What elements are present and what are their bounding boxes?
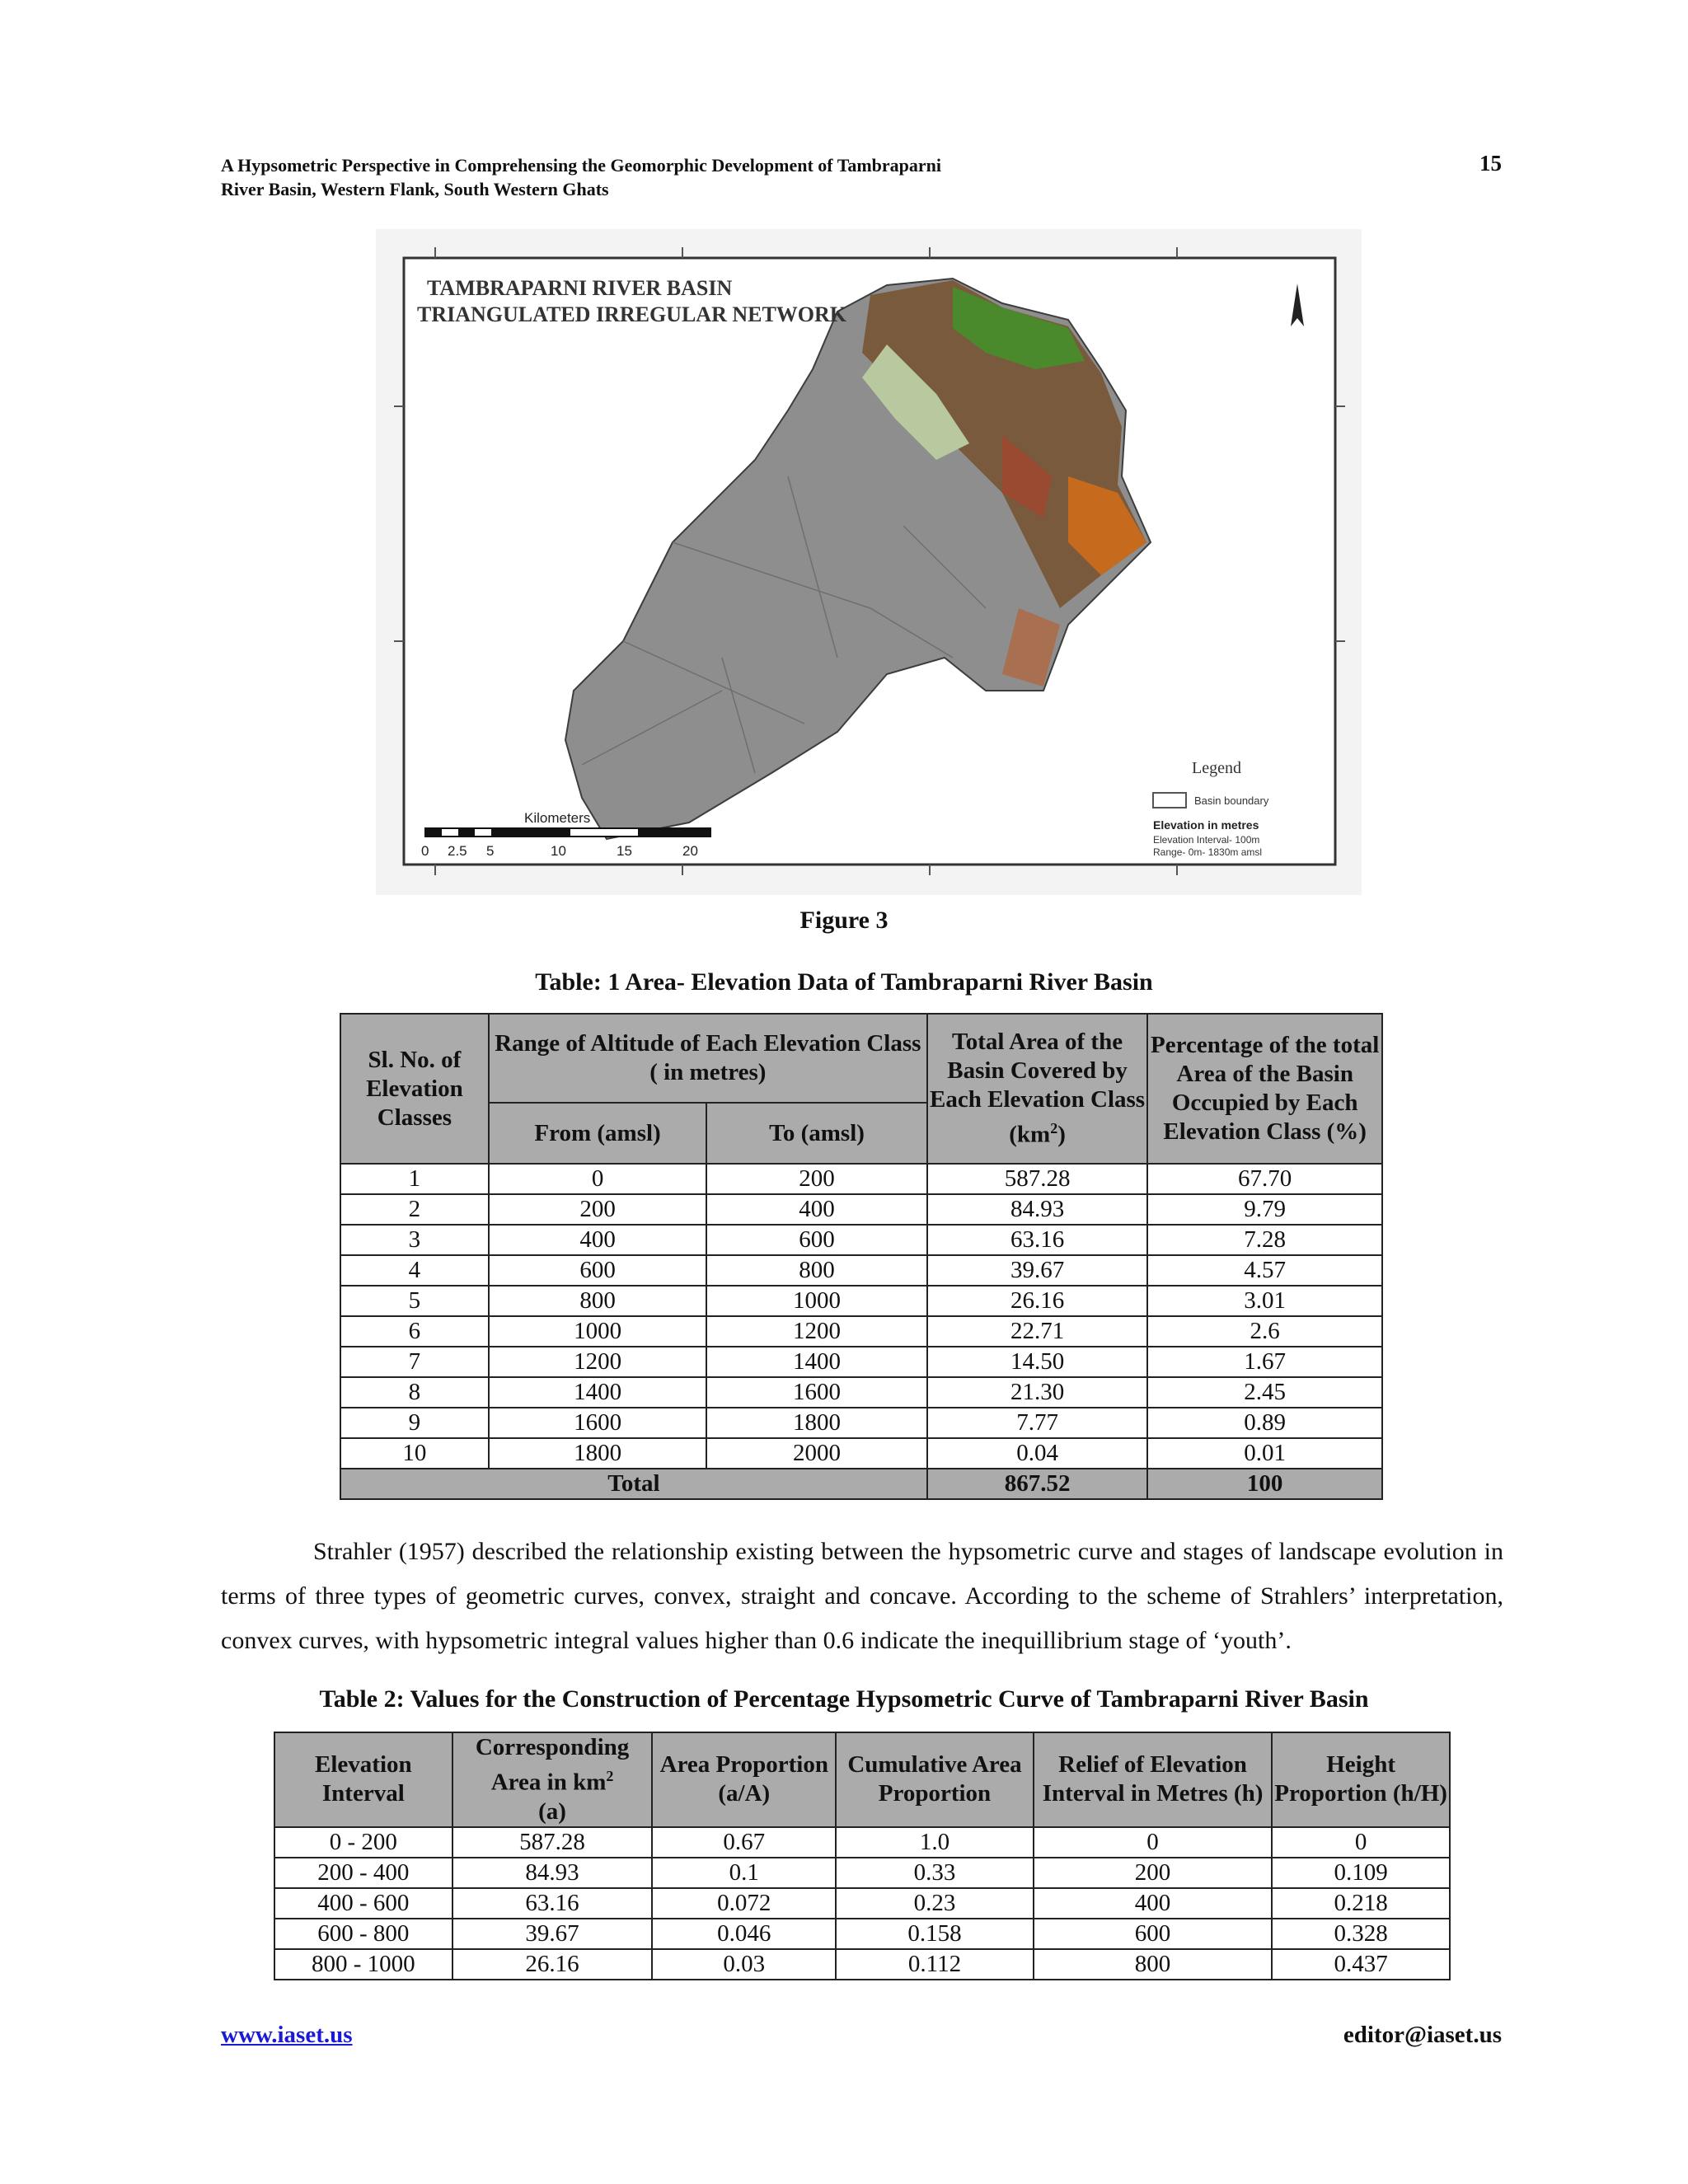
table1-header-area-text: Total Area of the Basin Covered by Each Elevation Class [930,1029,1146,1113]
table-cell: 1600 [489,1408,706,1438]
table-cell: 587.28 [452,1827,653,1858]
table2-header-area-sub: (a) [538,1797,566,1825]
table1-total-percentage: 100 [1147,1469,1382,1499]
table1-row [340,1286,1382,1316]
table-cell: 0.158 [836,1919,1034,1949]
table1-row [340,1164,1382,1194]
table-cell: 0.03 [652,1949,836,1980]
figure-map [376,229,1362,895]
table1-header-sl: Sl. No. of Elevation Classes [340,1014,489,1164]
table-cell: 0 [1034,1827,1272,1858]
table1-row [340,1316,1382,1347]
table-cell: 200 [489,1194,706,1225]
table-cell: 26.16 [452,1949,653,1980]
table-cell: 63.16 [452,1888,653,1919]
table-cell: 7 [340,1347,489,1377]
footer-website-link[interactable]: www.iaset.us [221,2022,353,2048]
table-cell: 0.046 [652,1919,836,1949]
table-cell: 1200 [489,1347,706,1377]
footer-email[interactable]: editor@iaset.us [1343,2022,1502,2048]
table1-header-area-unit: (km [1009,1121,1051,1148]
table1-header-area: Total Area of the Basin Covered by Each Elevation Class $(km^2)$ [927,1014,1148,1164]
table2 [274,1732,1451,1980]
table1-row [340,1408,1382,1438]
table-cell: 0.04 [927,1438,1148,1469]
figure-caption: Figure 3 [799,907,889,934]
table-cell: 400 [489,1225,706,1255]
table-cell: 7.28 [1147,1225,1382,1255]
table2-header-area-text: Corresponding Area in km [475,1734,630,1796]
table-cell: 3 [340,1225,489,1255]
table1-header-from: From (amsl) [489,1103,706,1164]
table-cell: 400 [1034,1888,1272,1919]
table-cell: 26.16 [927,1286,1148,1316]
scale-tick: 10 [551,843,566,859]
table1-header-row [340,1014,1382,1103]
table-cell: 1400 [706,1347,926,1377]
table-cell: 1200 [706,1316,926,1347]
table2-header-height: Height Proportion (h/H) [1272,1732,1450,1827]
running-header [221,153,1523,201]
header-title-line2: River Basin, Western Flank, South Western Ghats [221,179,609,199]
table-cell: 0.437 [1272,1949,1450,1980]
legend-interval: Elevation Interval- 100m [1153,834,1260,846]
table-cell: 4.57 [1147,1255,1382,1286]
table1-total-row [340,1469,1382,1499]
table-cell: 39.67 [452,1919,653,1949]
table-cell: 67.70 [1147,1164,1382,1194]
body-paragraph: Strahler (1957) described the relationship existing between the hypsometric curve and stages of landscape evolution in terms of three types of geometric curves, convex, straight and concave. According to the scheme of Strahlers’ interpretation, convex curves, with hypsometric integral values higher than 0.6 indicate the inequillibrium stage of ‘youth’. [221,1538,1503,1654]
table2-header-interval: Elevation Interval [274,1732,452,1827]
table1-caption: Table: 1 Area- Elevation Data of Tambraparni River Basin [535,968,1153,996]
table-cell: 0.01 [1147,1438,1382,1469]
table-cell: 0 - 200 [274,1827,452,1858]
table-cell: 6 [340,1316,489,1347]
table-cell: 2000 [706,1438,926,1469]
table-cell: 8 [340,1377,489,1408]
table-cell: 0.67 [652,1827,836,1858]
table-cell: 5 [340,1286,489,1316]
table1-header-range: Range of Altitude of Each Elevation Class ( in metres) [489,1014,927,1103]
legend-elevation-title: Elevation in metres [1153,818,1259,832]
table1-row [340,1438,1382,1469]
table1-header-percentage: Percentage of the total Area of the Basin Occupied by Each Elevation Class (%) [1147,1014,1382,1164]
table1-row [340,1225,1382,1255]
table-cell: 800 [1034,1949,1272,1980]
table-cell: 200 [1034,1858,1272,1888]
scale-tick: 0 [421,843,429,859]
scale-label: Kilometers [524,810,591,826]
scale-tick: 2.5 [448,843,467,859]
table-cell: 84.93 [927,1194,1148,1225]
table-cell: 0.109 [1272,1858,1450,1888]
table-cell: 9.79 [1147,1194,1382,1225]
table-cell: 0 [1272,1827,1450,1858]
table-cell: 63.16 [927,1225,1148,1255]
table2-header-area: Corresponding Area in $km^2$ (a) [452,1732,653,1827]
table1-row [340,1377,1382,1408]
table-cell: 0 [489,1164,706,1194]
table-cell: 600 [706,1225,926,1255]
table1 [340,1013,1383,1500]
table-cell: 0.89 [1147,1408,1382,1438]
map-graphic [376,229,1362,895]
table-cell: 84.93 [452,1858,653,1888]
table-cell: 1800 [706,1408,926,1438]
table-cell: 39.67 [927,1255,1148,1286]
table-cell: 600 [489,1255,706,1286]
table2-header-row [274,1732,1450,1827]
table1-total-area: 867.52 [927,1469,1148,1499]
table-cell: 1.0 [836,1827,1034,1858]
table-cell: 1000 [489,1316,706,1347]
table2-row [274,1827,1450,1858]
table2-row [274,1888,1450,1919]
table1-row [340,1194,1382,1225]
table1-row [340,1347,1382,1377]
table-cell: 1600 [706,1377,926,1408]
table2-header-cumulative: Cumulative Area Proportion [836,1732,1034,1827]
table-cell: 0.33 [836,1858,1034,1888]
table-cell: 600 [1034,1919,1272,1949]
table2-caption: Table 2: Values for the Construction of Percentage Hypsometric Curve of Tambraparni River Basin [319,1685,1369,1713]
table-cell: 400 [706,1194,926,1225]
map-title-line2: TRIANGULATED IRREGULAR NETWORK [417,302,847,326]
table1-total-label: Total [340,1469,927,1499]
table-cell: 1800 [489,1438,706,1469]
table-cell: 800 [706,1255,926,1286]
table-cell: 0.23 [836,1888,1034,1919]
table-cell: 0.072 [652,1888,836,1919]
legend-boundary: Basin boundary [1194,794,1269,807]
table-cell: 22.71 [927,1316,1148,1347]
scale-tick: 20 [682,843,698,859]
scale-tick: 15 [617,843,632,859]
table-cell: 1000 [706,1286,926,1316]
legend-title: Legend [1192,759,1241,777]
table-cell: 600 - 800 [274,1919,452,1949]
table-cell: 200 [706,1164,926,1194]
table-cell: 800 - 1000 [274,1949,452,1980]
table-cell: 9 [340,1408,489,1438]
legend-range: Range- 0m- 1830m amsl [1153,846,1263,858]
table-cell: 10 [340,1438,489,1469]
map-title-line1: TAMBRAPARNI RIVER BASIN [427,276,733,300]
header-title-line1: A Hypsometric Perspective in Comprehensing the Geomorphic Development of Tambraparni [221,155,942,176]
table-cell: 800 [489,1286,706,1316]
table-cell: 7.77 [927,1408,1148,1438]
table1-header-to: To (amsl) [706,1103,926,1164]
table-cell: 2.45 [1147,1377,1382,1408]
table2-row [274,1858,1450,1888]
table-cell: 14.50 [927,1347,1148,1377]
table-cell: 1.67 [1147,1347,1382,1377]
table-cell: 0.1 [652,1858,836,1888]
table-cell: 200 - 400 [274,1858,452,1888]
table-cell: 1400 [489,1377,706,1408]
table2-row [274,1949,1450,1980]
table-cell: 21.30 [927,1377,1148,1408]
table-cell: 2.6 [1147,1316,1382,1347]
table2-row [274,1919,1450,1949]
table-cell: 2 [340,1194,489,1225]
table-cell: 0.112 [836,1949,1034,1980]
table-cell: 1 [340,1164,489,1194]
table-cell: 0.218 [1272,1888,1450,1919]
scale-tick: 5 [486,843,495,859]
table-cell: 4 [340,1255,489,1286]
table2-header-relief: Relief of Elevation Interval in Metres (h) [1034,1732,1272,1827]
table-cell: 587.28 [927,1164,1148,1194]
table-cell: 400 - 600 [274,1888,452,1919]
table-cell: 0.328 [1272,1919,1450,1949]
table1-row [340,1255,1382,1286]
table-cell: 3.01 [1147,1286,1382,1316]
page-number: 15 [1479,151,1502,176]
table2-header-proportion: Area Proportion (a/A) [652,1732,836,1827]
